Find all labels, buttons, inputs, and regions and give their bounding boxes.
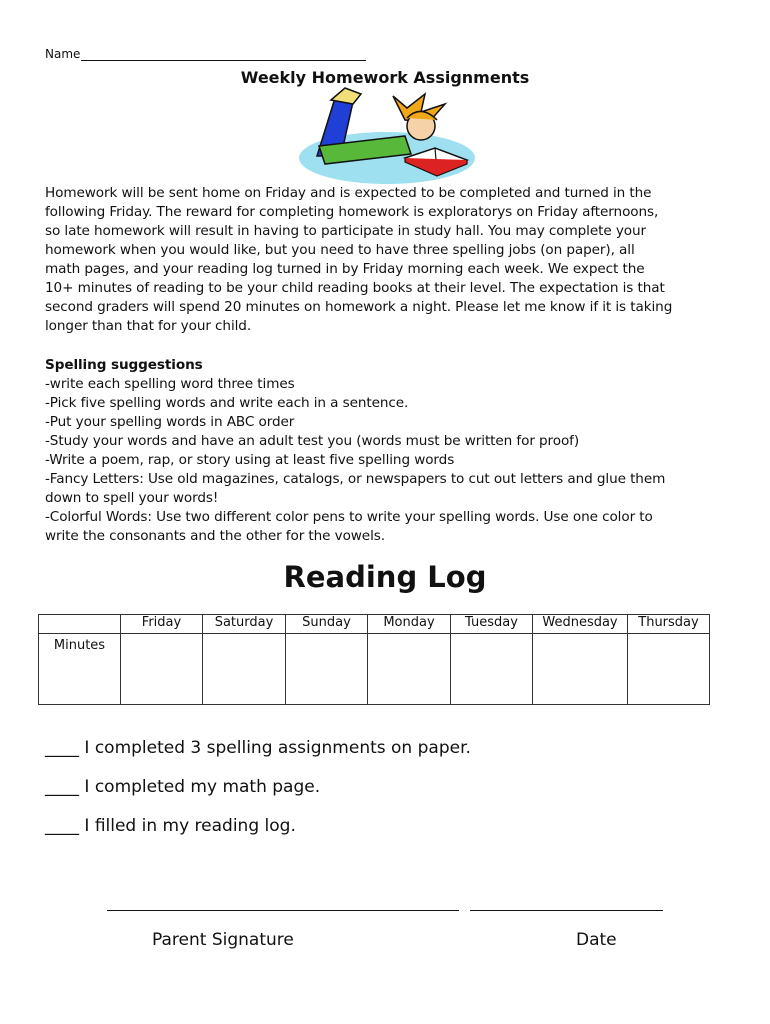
spelling-item: -Pick five spelling words and write each in a sentence.	[45, 395, 409, 411]
reading-log-header-row	[39, 615, 710, 634]
intro-line: so late homework will result in having to participate in study hall. You may complete your	[45, 223, 646, 239]
spelling-heading: Spelling suggestions	[45, 357, 203, 373]
minutes-label: Minutes	[39, 634, 121, 705]
spelling-item: -Colorful Words: Use two different color pens to write your spelling words. Use one color to	[45, 509, 653, 525]
date-label: Date	[576, 930, 617, 950]
reading-log-minutes-row	[39, 634, 710, 705]
intro-line: following Friday. The reward for completing homework is exploratorys on Friday afternoons,	[45, 204, 659, 220]
checklist-item-math: ____ I completed my math page.	[45, 777, 321, 797]
spelling-item: down to spell your words!	[45, 490, 219, 506]
spelling-item: -Fancy Letters: Use old magazines, catalogs, or newspapers to cut out letters and glue them	[45, 471, 666, 487]
intro-paragraph	[45, 184, 725, 336]
day-header: Wednesday	[533, 615, 628, 634]
day-header: Monday	[368, 615, 451, 634]
minutes-cell-tuesday[interactable]	[451, 634, 533, 705]
intro-line: second graders will spend 20 minutes on homework a night. Please let me know if it is taking	[45, 299, 673, 315]
day-header: Thursday	[628, 615, 710, 634]
spelling-item: -write each spelling word three times	[45, 376, 295, 392]
intro-line: 10+ minutes of reading to be your child reading books at their level. The expectation is that	[45, 280, 665, 296]
date-line[interactable]	[470, 910, 663, 911]
intro-line: math pages, and your reading log turned in by Friday morning each week. We expect the	[45, 261, 645, 277]
minutes-cell-sunday[interactable]	[286, 634, 368, 705]
name-label: Name	[45, 47, 81, 61]
reading-log-corner-cell	[39, 615, 121, 634]
spelling-item: -Study your words and have an adult test you (words must be written for proof)	[45, 433, 580, 449]
minutes-cell-monday[interactable]	[368, 634, 451, 705]
intro-line: Homework will be sent home on Friday and is expected to be completed and turned in the	[45, 185, 652, 201]
day-header: Friday	[121, 615, 203, 634]
name-field-line[interactable]	[81, 48, 366, 61]
intro-line: homework when you would like, but you need to have three spelling jobs (on paper), all	[45, 242, 635, 258]
checklist-item-spelling: ____ I completed 3 spelling assignments on paper.	[45, 738, 471, 758]
minutes-cell-friday[interactable]	[121, 634, 203, 705]
reading-girl-illustration	[295, 86, 475, 186]
spelling-suggestions	[45, 356, 735, 546]
minutes-cell-saturday[interactable]	[203, 634, 286, 705]
reading-log-table	[38, 614, 710, 705]
name-row	[45, 47, 366, 61]
parent-signature-line[interactable]	[107, 910, 459, 911]
day-header: Tuesday	[451, 615, 533, 634]
intro-line: longer than that for your child.	[45, 318, 252, 334]
spelling-item: -Write a poem, rap, or story using at least five spelling words	[45, 452, 455, 468]
spelling-item: -Put your spelling words in ABC order	[45, 414, 295, 430]
minutes-cell-thursday[interactable]	[628, 634, 710, 705]
minutes-cell-wednesday[interactable]	[533, 634, 628, 705]
reading-log-title: Reading Log	[283, 560, 487, 594]
checklist-item-reading-log: ____ I filled in my reading log.	[45, 816, 296, 836]
day-header: Sunday	[286, 615, 368, 634]
day-header: Saturday	[203, 615, 286, 634]
parent-signature-label: Parent Signature	[152, 930, 294, 950]
page-title: Weekly Homework Assignments	[240, 68, 530, 87]
spelling-item: write the consonants and the other for the vowels.	[45, 528, 385, 544]
